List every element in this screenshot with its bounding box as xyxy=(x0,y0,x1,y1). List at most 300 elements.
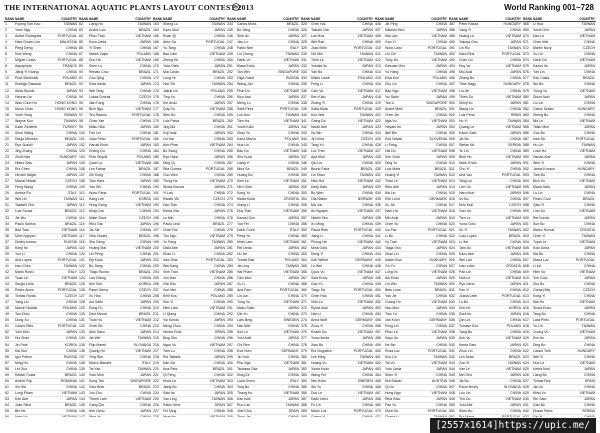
ranking-column xyxy=(374,17,448,417)
name-cell: Taiga Ono xyxy=(385,245,401,250)
country-cell: JAPAN xyxy=(509,251,521,256)
rank-cell: 90 xyxy=(79,70,83,75)
name-cell: Hao Yin xyxy=(163,82,176,87)
rank-cell: 522 xyxy=(449,233,455,238)
rank-cell: 547 xyxy=(449,384,455,389)
ranking-table xyxy=(4,17,596,417)
name-cell: Fabio Neri xyxy=(237,46,254,51)
country-cell: CHINA xyxy=(362,384,373,389)
rank-cell: 2 xyxy=(5,28,7,33)
rank-cell: 632 xyxy=(523,409,529,414)
rank-cell: 452 xyxy=(375,300,381,305)
name-cell: Chi Ren xyxy=(237,342,250,347)
name-cell: Mako Saito xyxy=(237,306,255,311)
country-cell: JAPAN xyxy=(213,100,225,105)
country-cell: VIETNAM xyxy=(579,34,595,39)
name-cell: Kenji Sato xyxy=(311,185,327,190)
country-cell: CHINA xyxy=(140,390,151,395)
name-cell: Shun Wang xyxy=(15,130,34,135)
rank-cell: 16 xyxy=(5,112,9,117)
name-cell: Hideo Sato xyxy=(15,161,33,166)
name-cell: Ola Nilsen xyxy=(311,197,328,202)
country-cell: CHINA xyxy=(140,64,151,69)
name-cell: Miro Kral xyxy=(459,203,474,208)
country-cell: PORTUGAL xyxy=(57,324,77,329)
name-cell: Long Pham xyxy=(15,390,33,395)
rank-cell: 542 xyxy=(449,354,455,359)
country-cell: GERMANY xyxy=(281,348,299,353)
country-cell: POLAND xyxy=(210,294,225,299)
rank-cell: 576 xyxy=(523,70,529,75)
name-cell: Han Li xyxy=(311,312,322,317)
country-cell: CHINA xyxy=(436,70,447,75)
rank-cell: 631 xyxy=(523,402,529,407)
name-cell: Shu Deng xyxy=(89,239,105,244)
rank-cell: 447 xyxy=(375,269,381,274)
rank-cell: 271 xyxy=(227,185,233,190)
name-cell: Taro Hara xyxy=(89,179,105,184)
name-cell: Kang Lee xyxy=(89,197,104,202)
country-cell: CZECH xyxy=(582,46,595,51)
name-cell: Mio Aoki xyxy=(459,70,473,75)
rank-cell: 433 xyxy=(375,185,381,190)
header-country: COUNTRY xyxy=(505,17,521,21)
name-cell: Jiang Bo xyxy=(163,384,177,389)
country-cell: PORTUGAL xyxy=(427,46,447,51)
header-name: NAME xyxy=(89,17,99,21)
country-cell: TAIWAN xyxy=(211,82,225,87)
name-cell: Sota Endo xyxy=(311,275,328,280)
rank-cell: 5 xyxy=(5,46,7,51)
country-cell: BRAZIL xyxy=(64,209,77,214)
name-cell: Yao Ling xyxy=(163,396,177,401)
rank-cell: 432 xyxy=(375,179,381,184)
country-cell: JAPAN xyxy=(65,173,77,178)
country-cell: TAIWAN xyxy=(359,52,373,57)
name-cell: Fu Lin xyxy=(311,402,321,407)
name-cell: Kenta Sato xyxy=(459,342,477,347)
name-cell: Gen Mori xyxy=(237,275,252,280)
rank-cell: 222 xyxy=(153,378,159,383)
country-cell: CHINA xyxy=(288,324,299,329)
rank-cell: 439 xyxy=(375,221,381,226)
name-cell: Aoi Saito xyxy=(89,300,104,305)
rank-cell: 248 xyxy=(227,46,233,51)
rank-cell: 256 xyxy=(227,94,233,99)
rank-cell: 131 xyxy=(79,318,85,323)
rank-cell: 533 xyxy=(449,300,455,305)
rank-cell: 606 xyxy=(523,251,529,256)
name-cell: Qi Feng xyxy=(163,372,176,377)
name-cell: Son Le xyxy=(237,330,249,335)
name-cell: Rin Sato xyxy=(533,396,547,401)
country-cell: FINLAND xyxy=(358,76,373,81)
country-cell: TAIWAN xyxy=(433,173,447,178)
country-cell: CHINA xyxy=(584,82,595,87)
rank-cell: 179 xyxy=(153,118,159,123)
country-cell: VIETNAM xyxy=(431,118,447,123)
name-cell: Karol Mazur xyxy=(237,136,256,141)
country-cell: VIETNAM xyxy=(505,155,521,160)
rank-cell: 34 xyxy=(5,221,9,226)
country-cell: CHINA xyxy=(140,130,151,135)
country-cell: KOREA xyxy=(138,197,151,202)
rank-cell: 204 xyxy=(153,269,159,274)
name-cell: Guo Yi xyxy=(385,40,396,45)
rank-cell: 506 xyxy=(449,136,455,141)
rank-cell: 207 xyxy=(153,288,159,293)
country-cell: VIETNAM xyxy=(431,300,447,305)
country-cell: VIETNAM xyxy=(357,149,373,153)
name-cell: Hiro Goto xyxy=(237,185,252,190)
country-cell: TAIWAN xyxy=(507,118,521,123)
country-cell: JAPAN xyxy=(287,94,299,99)
name-cell: Peng Yu xyxy=(237,233,251,238)
rank-cell: 106 xyxy=(79,167,85,172)
country-cell: CHINA xyxy=(436,251,447,256)
name-cell: Yun Fei xyxy=(237,221,249,226)
rank-cell: 571 xyxy=(523,40,529,45)
country-cell: VIETNAM xyxy=(431,58,447,63)
rank-cell: 203 xyxy=(153,263,159,268)
name-cell: Nam Ha xyxy=(385,209,398,214)
name-cell: Qin Yu xyxy=(237,312,248,317)
rank-cell: 615 xyxy=(523,306,529,311)
name-cell: Zhao Lin xyxy=(385,251,399,256)
name-cell: Lu Wei xyxy=(311,263,322,268)
country-cell: CHINA xyxy=(362,263,373,268)
country-cell: BRAZIL xyxy=(508,354,521,359)
rank-cell: 254 xyxy=(227,82,233,87)
country-cell: CHINA xyxy=(140,354,151,359)
rank-cell: 14 xyxy=(5,100,9,105)
country-cell: CHINA xyxy=(362,282,373,287)
watermark: [2557x1614]https://upic.me/ xyxy=(430,418,596,433)
country-cell: CHINA xyxy=(436,324,447,329)
name-cell: Beto Lima xyxy=(385,288,401,293)
country-cell: VIETNAM xyxy=(283,118,299,123)
rank-cell: 490 xyxy=(449,40,455,45)
name-cell: Yang Liu xyxy=(15,300,29,305)
name-cell: Ines Dias xyxy=(163,257,178,262)
rank-cell: 114 xyxy=(79,215,85,220)
rank-cell: 610 xyxy=(523,275,529,280)
name-cell: Tomo Ikeda xyxy=(311,336,330,341)
name-cell: Peter Kasza xyxy=(459,22,479,27)
country-cell: CHINA xyxy=(288,100,299,105)
name-cell: Quang Ho xyxy=(89,348,105,353)
name-cell: Trung Vu xyxy=(533,88,548,93)
country-cell: CHINA xyxy=(214,360,225,365)
country-cell: CHINA xyxy=(584,161,595,166)
rank-cell: 47 xyxy=(5,300,9,305)
name-cell: Ma Jun xyxy=(311,203,323,208)
name-cell: Gu Yu xyxy=(385,263,395,268)
rank-cell: 378 xyxy=(301,342,307,347)
rank-cell: 537 xyxy=(449,324,455,329)
name-cell: Gang Qin xyxy=(89,402,104,407)
name-cell: Wen Yi xyxy=(533,161,545,166)
rank-cell: 10 xyxy=(5,76,9,81)
country-cell: HUNGARY xyxy=(59,155,77,160)
rank-cell: 191 xyxy=(153,191,159,196)
rank-cell: 272 xyxy=(227,191,233,196)
country-cell: JAPAN xyxy=(509,40,521,45)
name-cell: Ding Yu xyxy=(385,161,398,166)
rank-cell: 176 xyxy=(153,100,159,105)
country-cell: PORTUGAL xyxy=(131,136,151,141)
name-cell: Chu Yi xyxy=(459,167,470,172)
name-cell: Adam Kiss xyxy=(385,257,402,262)
name-cell: Thu Do xyxy=(459,396,471,401)
country-cell: VIETNAM xyxy=(505,336,521,341)
country-cell: JAPAN xyxy=(65,142,77,147)
rank-cell: 177 xyxy=(153,106,159,111)
country-cell: JAPAN xyxy=(287,336,299,341)
rank-cell: 22 xyxy=(5,149,9,153)
rank-cell: 526 xyxy=(449,257,455,262)
name-cell: Janos Kovacs xyxy=(533,167,555,172)
rank-cell: 31 xyxy=(5,203,9,208)
rank-cell: 627 xyxy=(523,378,529,383)
country-cell: JAPAN xyxy=(435,155,447,160)
name-cell: Zheng He xyxy=(163,58,179,63)
rank-cell: 28 xyxy=(5,185,9,190)
rank-cell: 98 xyxy=(79,118,83,123)
country-cell: CHINA xyxy=(288,130,299,135)
name-cell: Lara Pinto xyxy=(533,318,549,323)
rank-cell: 603 xyxy=(523,233,529,238)
name-cell: Minh Lam xyxy=(237,239,253,244)
country-cell: HONG KONG xyxy=(55,106,77,111)
rank-cell: 420 xyxy=(375,106,381,111)
rank-cell: 306 xyxy=(227,396,233,401)
rank-cell: 44 xyxy=(5,282,9,287)
rank-cell: 467 xyxy=(375,390,381,395)
rank-cell: 539 xyxy=(449,336,455,341)
rank-cell: 428 xyxy=(375,155,381,160)
country-cell: CHINA xyxy=(362,191,373,196)
name-cell: Shen Yi xyxy=(385,372,398,377)
name-cell: Takumi Ota xyxy=(311,28,329,33)
rank-cell: 367 xyxy=(301,275,307,280)
name-cell: Vinh Le xyxy=(311,300,323,305)
country-cell: HUNGARY xyxy=(503,82,521,87)
rank-cell: 245 xyxy=(227,28,233,33)
name-cell: Van Le xyxy=(459,366,470,371)
rank-cell: 181 xyxy=(153,130,159,135)
rank-cell: 332 xyxy=(301,64,307,69)
rank-cell: 182 xyxy=(153,136,159,141)
name-cell: Anna Wolf xyxy=(311,318,328,323)
rank-cell: 292 xyxy=(227,312,233,317)
country-cell: VIETNAM xyxy=(505,396,521,401)
rank-cell: 448 xyxy=(375,275,381,280)
country-cell: CHINA xyxy=(584,130,595,135)
rank-cell: 349 xyxy=(301,167,307,172)
name-cell: Liu Lin xyxy=(533,100,544,105)
name-cell: Stefan Ilic xyxy=(459,142,475,147)
rank-cell: 58 xyxy=(5,366,9,371)
name-cell: Trinh Le xyxy=(311,58,324,63)
country-cell: JAPAN xyxy=(139,330,151,335)
rank-cell: 442 xyxy=(375,239,381,244)
country-cell: VIETNAM xyxy=(505,366,521,371)
country-cell: CHINA xyxy=(214,275,225,280)
country-cell: CROATIA xyxy=(579,227,595,232)
name-cell: Hu Jie xyxy=(237,251,247,256)
rank-cell: 220 xyxy=(153,366,159,371)
name-cell: Marko Horvat xyxy=(533,227,555,232)
header-rank: RANK xyxy=(375,17,385,21)
country-cell: CHINA xyxy=(214,312,225,317)
country-cell: POLAND xyxy=(284,136,299,141)
rank-cell: 383 xyxy=(301,372,307,377)
country-cell: TAIWAN xyxy=(359,354,373,359)
country-cell: CHINA xyxy=(66,52,77,57)
rank-cell: 363 xyxy=(301,251,307,256)
name-cell: Kazuki Ono xyxy=(237,215,256,220)
rank-cell: 422 xyxy=(375,118,381,123)
country-cell: TAIWAN xyxy=(285,402,299,407)
rank-cell: 362 xyxy=(301,245,307,250)
country-cell: CHINA xyxy=(510,390,521,395)
name-cell: Hu Yi xyxy=(459,118,468,123)
rank-cell: 499 xyxy=(449,94,455,99)
country-cell: CHINA xyxy=(362,203,373,208)
name-cell: Liu Jie xyxy=(459,88,470,93)
rank-cell: 163 xyxy=(153,22,159,27)
country-cell: JAPAN xyxy=(287,124,299,129)
country-cell: TAIWAN xyxy=(507,46,521,51)
iaplc-logo-icon xyxy=(232,3,240,11)
country-cell: CHINA xyxy=(362,312,373,317)
country-cell: TAIWAN xyxy=(359,173,373,178)
rank-cell: 348 xyxy=(301,161,307,166)
country-cell: PORTUGAL xyxy=(279,106,299,111)
rank-cell: 437 xyxy=(375,209,381,214)
name-cell: Jie Ping xyxy=(385,22,398,27)
rank-cell: 427 xyxy=(375,149,381,153)
rank-cell: 520 xyxy=(449,221,455,226)
rank-cell: 575 xyxy=(523,64,529,69)
rank-cell: 27 xyxy=(5,179,9,184)
rank-cell: 61 xyxy=(5,384,9,389)
name-cell: Zhu Bo xyxy=(533,282,545,287)
country-cell: PORTUGAL xyxy=(131,191,151,196)
name-cell: Qiao Yi xyxy=(533,203,545,208)
country-cell: CHINA xyxy=(66,318,77,323)
rank-cell: 525 xyxy=(449,251,455,256)
name-cell: Thanh Lam xyxy=(89,396,107,401)
name-cell: Fan Yi xyxy=(459,288,469,293)
country-cell: CHINA xyxy=(66,94,77,99)
name-cell: Caio Lopes xyxy=(459,233,477,238)
name-cell: Jun Hao xyxy=(163,275,177,280)
name-cell: Phu Ngo xyxy=(237,360,251,365)
rank-cell: 270 xyxy=(227,179,233,184)
country-cell: PORTUGAL xyxy=(575,136,595,141)
name-cell: Feng Lin xyxy=(385,324,399,329)
name-cell: Marek Zajac xyxy=(89,52,109,57)
name-cell: Paula Reis xyxy=(311,227,328,232)
rank-cell: 577 xyxy=(523,76,529,81)
name-cell: Xiang Li xyxy=(237,203,250,208)
name-cell: Song Tan xyxy=(89,378,104,383)
rank-cell: 364 xyxy=(301,257,307,262)
country-cell: BRAZIL xyxy=(582,76,595,81)
country-cell: POLAND xyxy=(62,306,77,311)
country-cell: VIETNAM xyxy=(431,239,447,244)
name-cell: Zhang Bo xyxy=(459,76,475,81)
name-cell: Jia Wei xyxy=(89,336,101,341)
country-cell: VIETNAM xyxy=(283,88,299,93)
country-cell: CHINA xyxy=(214,94,225,99)
country-cell: JAPAN xyxy=(435,396,447,401)
country-cell: VIETNAM xyxy=(579,360,595,365)
country-cell: JAPAN xyxy=(509,342,521,347)
name-cell: Teo Ramos xyxy=(89,112,107,117)
name-cell: Hua Lin xyxy=(237,142,250,147)
name-cell: Yosuke Ito xyxy=(311,64,328,69)
country-cell: CHINA xyxy=(288,312,299,317)
name-cell: Bao Ngo xyxy=(385,88,399,93)
name-cell: Hanh Vo xyxy=(237,58,251,63)
country-cell: VIETNAM xyxy=(283,58,299,63)
country-cell: JAPAN xyxy=(583,28,595,33)
country-cell: CHINA xyxy=(362,251,373,256)
rank-cell: 86 xyxy=(79,46,83,51)
name-cell: Tien Ha xyxy=(237,118,250,123)
name-cell: Saki Ito xyxy=(163,390,175,395)
rank-cell: 335 xyxy=(301,82,307,87)
name-cell: Shan Li xyxy=(163,251,175,256)
rank-cell: 518 xyxy=(449,209,455,214)
rank-cell: 493 xyxy=(449,58,455,63)
rank-cell: 288 xyxy=(227,288,233,293)
country-cell: CHINA xyxy=(584,294,595,299)
rank-cell: 9 xyxy=(5,70,7,75)
rank-cell: 279 xyxy=(227,233,233,238)
country-cell: TAIWAN xyxy=(63,22,77,27)
name-cell: Joao Pinto xyxy=(89,136,106,141)
rank-cell: 118 xyxy=(79,239,85,244)
country-cell: CHINA xyxy=(436,342,447,347)
rank-cell: 330 xyxy=(301,52,307,57)
country-cell: CHINA xyxy=(584,173,595,178)
country-cell: VIETNAM xyxy=(431,360,447,365)
name-cell: Nao Mori xyxy=(385,306,400,311)
rank-cell: 4 xyxy=(5,40,7,45)
name-cell: Rafa Pires xyxy=(237,106,254,111)
country-cell: TAIWAN xyxy=(507,360,521,365)
rank-cell: 300 xyxy=(227,360,233,365)
name-cell: Kenta Mori xyxy=(533,366,550,371)
name-cell: Ana Reis xyxy=(163,366,178,371)
rank-cell: 251 xyxy=(227,64,233,69)
name-cell: Peng Deng xyxy=(15,46,33,51)
country-cell: ITALY xyxy=(141,360,151,365)
name-cell: Rei Kondo xyxy=(533,215,550,220)
name-cell: Huang Yi xyxy=(385,173,400,178)
header-name: NAME xyxy=(533,17,543,21)
country-cell: VIETNAM xyxy=(209,342,225,347)
rank-cell: 122 xyxy=(79,263,85,268)
rank-cell: 128 xyxy=(79,300,85,305)
name-cell: Yurie Yang xyxy=(15,112,32,117)
name-cell: Jiri Hora xyxy=(311,136,325,141)
rank-cell: 410 xyxy=(375,46,381,51)
